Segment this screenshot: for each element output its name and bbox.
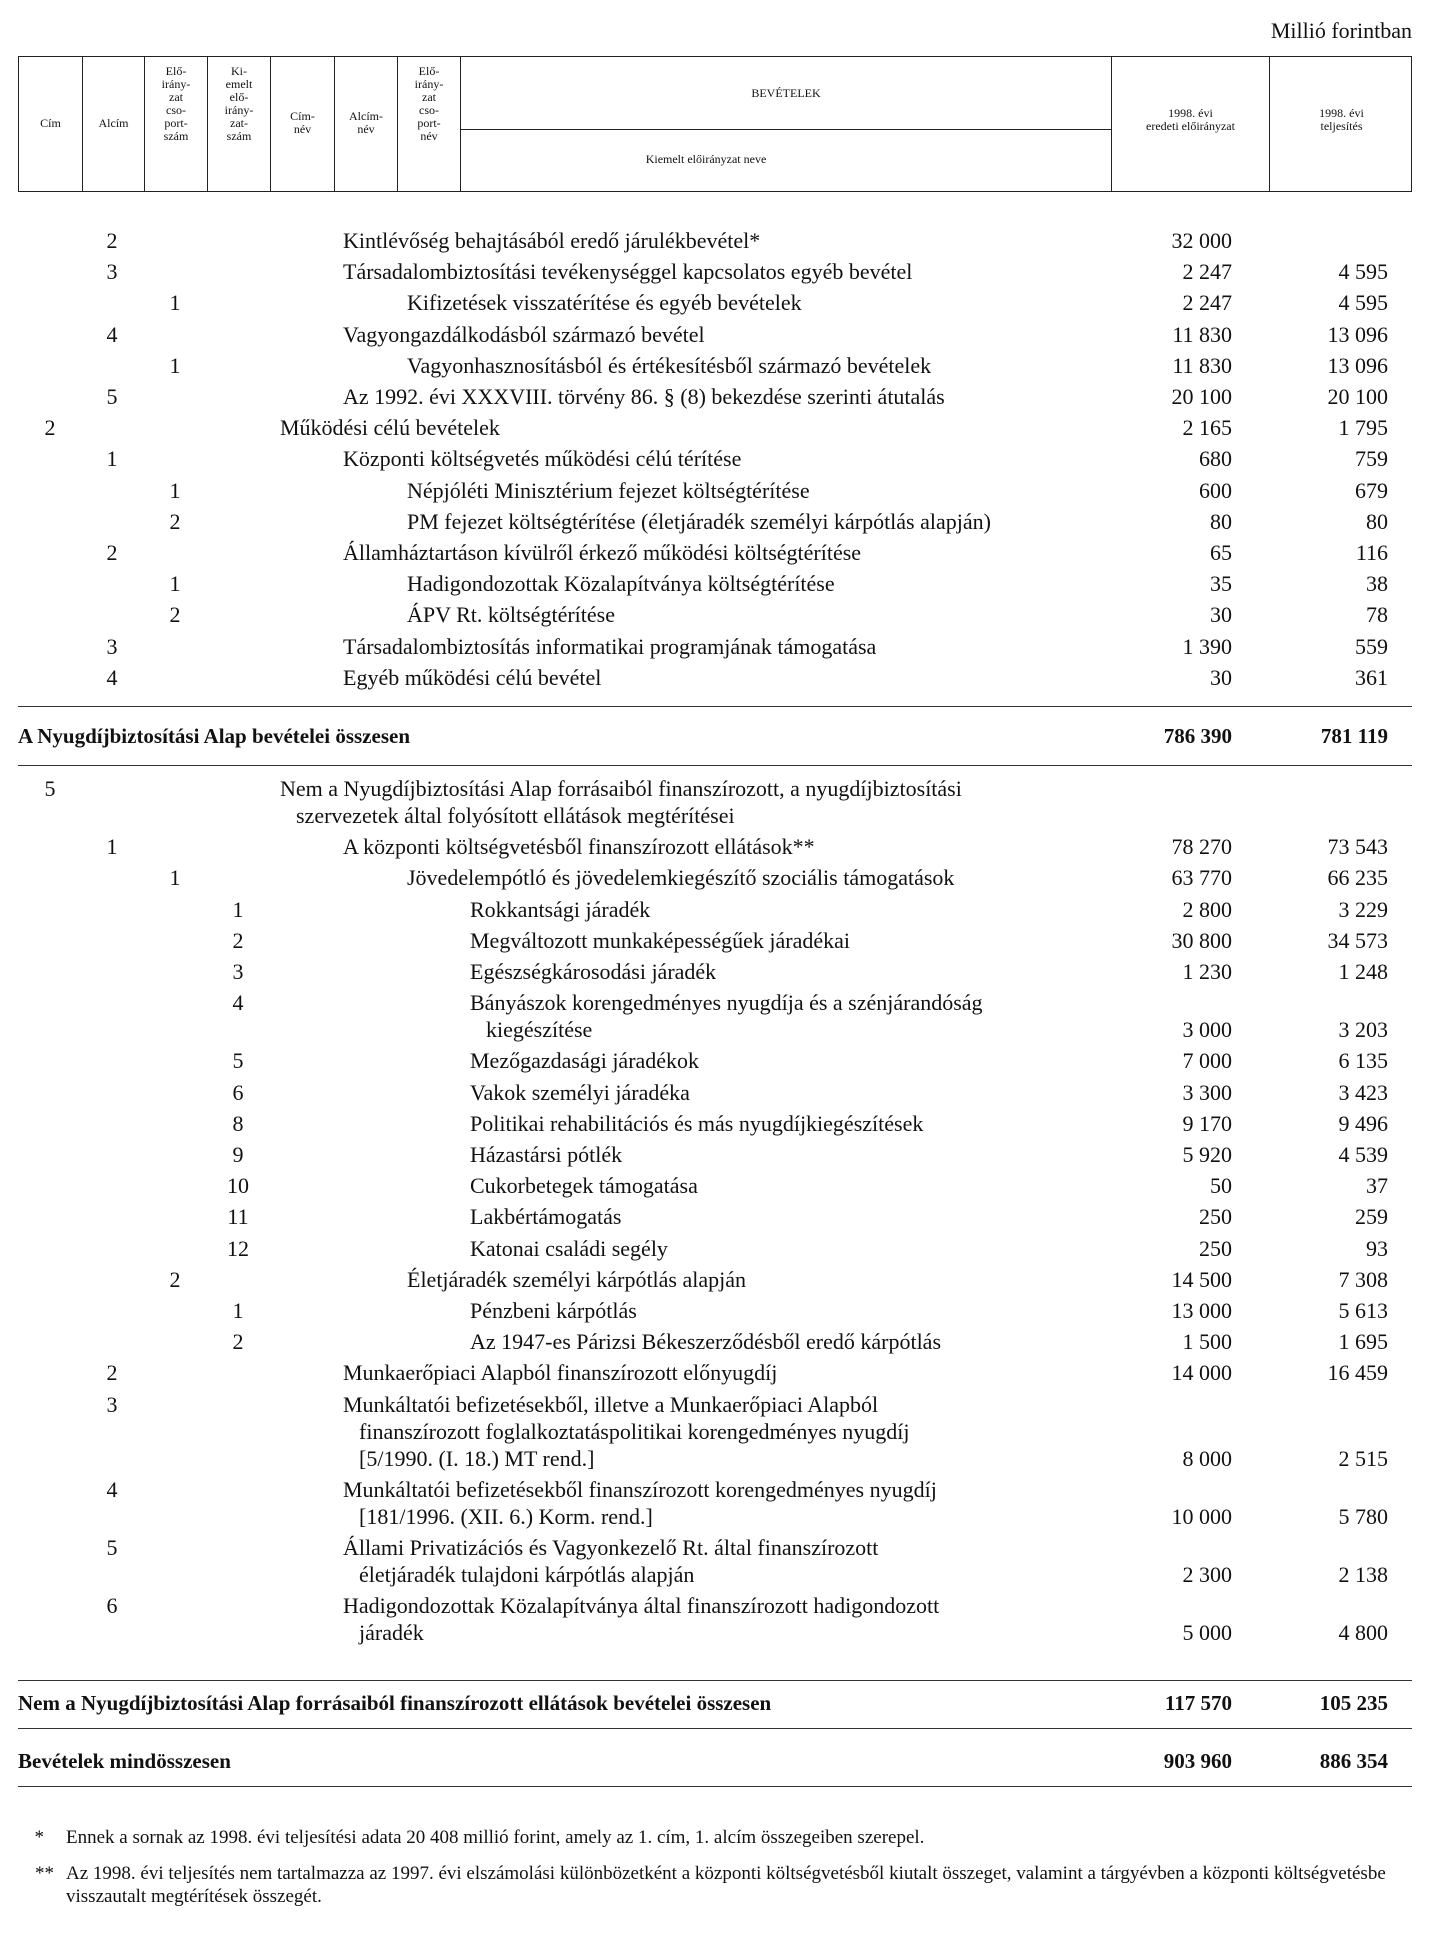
- row-label: A központi költségvetésből finanszírozott ellátások**: [343, 834, 815, 860]
- header-kiemelt: [208, 57, 271, 191]
- row-eredeti-value: 2 165: [1182, 415, 1232, 441]
- row-label: Hadigondozottak Közalapítványa által finanszírozott hadigondozott: [343, 1593, 940, 1619]
- header-cim: [19, 57, 83, 191]
- table-header: [18, 56, 1412, 192]
- row-code: 6: [232, 1079, 244, 1105]
- row-eredeti-value: 14 500: [1171, 1266, 1232, 1292]
- row-eredeti-value: 250: [1199, 1235, 1232, 1261]
- row-code: 2: [169, 508, 181, 534]
- row-label: Vakok személyi járadéka: [470, 1079, 690, 1105]
- row-code: 3: [106, 259, 118, 285]
- row-code: 5: [232, 1048, 244, 1074]
- separator-4: [18, 1728, 1412, 1729]
- total-nem-alap-eredeti: 117 570: [1164, 1691, 1232, 1715]
- row-code: 1: [232, 896, 244, 922]
- row-teljesites-value: 7 308: [1338, 1266, 1388, 1292]
- row-teljesites-value: 679: [1355, 477, 1388, 503]
- row-teljesites-value: 13 096: [1327, 352, 1388, 378]
- row-teljesites-value: 2 138: [1338, 1562, 1388, 1587]
- row-teljesites-value: 66 235: [1327, 865, 1388, 891]
- row-teljesites-value: 259: [1355, 1204, 1388, 1230]
- row-teljesites-value: 3 423: [1338, 1079, 1388, 1105]
- header-eloir-csop-stack: [145, 65, 207, 143]
- row-label: Egészségkárosodási járadék: [470, 959, 717, 984]
- total-mindosszesen-teljesites: 886 354: [1319, 1749, 1388, 1773]
- footnote-1-mark: *: [34, 1827, 44, 1848]
- row-label: Nem a Nyugdíjbiztosítási Alap forrásaiból finanszírozott, a nyugdíjbiztosítási: [280, 776, 962, 801]
- row-code: 2: [44, 415, 56, 441]
- row-code: 5: [44, 776, 56, 801]
- h-kiem-line: zat-: [230, 116, 248, 130]
- row-label: Megváltozott munkaképességűek járadékai: [470, 927, 850, 953]
- header-kiemelt-stack: [208, 65, 270, 143]
- header-alcimnev: [335, 57, 398, 191]
- row-eredeti-value: 63 770: [1171, 865, 1232, 891]
- row-code: 1: [232, 1298, 244, 1323]
- h-csopnev-line: port-: [417, 116, 441, 130]
- row-code: 2: [106, 1360, 118, 1386]
- h-csopnev-line: név: [420, 129, 438, 143]
- row-eredeti-value: 3 000: [1182, 1017, 1232, 1043]
- h-csopnev-line: irány-: [414, 77, 444, 91]
- row-label: Rokkantsági járadék: [470, 896, 651, 922]
- header-kiemelt-nev: Kiemelt előirányzat neve: [645, 152, 767, 166]
- row-label: Lakbértámogatás: [470, 1204, 622, 1230]
- row-code: 1: [169, 571, 181, 597]
- row-label: Bányászok korengedményes nyugdíja és a szénjárandóság: [470, 990, 983, 1016]
- row-code: 4: [232, 990, 244, 1016]
- row-eredeti-value: 35: [1210, 571, 1232, 597]
- row-eredeti-value: 3 300: [1182, 1079, 1232, 1105]
- footnote-2-mark: **: [35, 1863, 54, 1884]
- row-eredeti-value: 1 230: [1182, 959, 1232, 984]
- header-cim-label: Cím: [40, 116, 61, 130]
- row-eredeti-value: 2 247: [1182, 290, 1232, 316]
- row-code: 4: [106, 664, 118, 690]
- separator-3: [18, 1680, 1412, 1681]
- row-label: Munkáltatói befizetésekből, illetve a Munkaerőpiaci Alapból: [343, 1391, 879, 1417]
- row-label: Politikai rehabilitációs és más nyugdíjkiegészítések: [470, 1110, 924, 1136]
- total-alap-label: A Nyugdíjbiztosítási Alap bevételei összesen: [18, 724, 410, 748]
- row-label: Állami Privatizációs és Vagyonkezelő Rt. által finanszírozott: [343, 1535, 879, 1560]
- row-label: Pénzbeni kárpótlás: [470, 1298, 637, 1323]
- row-teljesites-value: 16 459: [1327, 1360, 1388, 1386]
- row-label: Munkaerőpiaci Alapból finanszírozott előnyugdíj: [343, 1360, 778, 1386]
- h-alcimnev-line: Alcím-: [349, 109, 383, 123]
- row-teljesites-value: 1 248: [1338, 959, 1388, 984]
- row-code: 2: [232, 927, 244, 953]
- h-csopnev-line: zat: [422, 90, 436, 104]
- h-csopnev-line: cso-: [419, 103, 439, 117]
- h-ered-line: 1998. évi: [1168, 106, 1213, 120]
- header-bevetelek: [461, 57, 1112, 191]
- h-cimnev-line: név: [293, 122, 312, 136]
- row-eredeti-value: 30: [1210, 602, 1232, 628]
- row-label: Az 1992. évi XXXVIII. törvény 86. § (8) bekezdése szerinti átutalás: [343, 384, 945, 409]
- row-eredeti-value: 600: [1199, 477, 1232, 503]
- row-teljesites-value: 34 573: [1327, 927, 1388, 953]
- h-kiem-line: szám: [226, 129, 252, 143]
- header-alcimnev-stack: [335, 110, 397, 136]
- row-label: [5/1990. (I. 18.) MT rend.]: [359, 1445, 595, 1471]
- row-label: Vagyongazdálkodásból származó bevétel: [343, 321, 705, 347]
- row-label: Működési célú bevételek: [280, 415, 500, 441]
- total-mindosszesen-eredeti: 903 960: [1163, 1749, 1232, 1773]
- header-eloir-csopnev: [398, 57, 461, 191]
- row-label: Vagyonhasznosításból és értékesítésből származó bevételek: [407, 352, 932, 378]
- row-eredeti-value: 11 830: [1172, 321, 1232, 347]
- h-kiem-line: elő-: [229, 90, 249, 104]
- header-bevetelek-label: BEVÉTELEK: [751, 86, 821, 100]
- row-code: 3: [106, 1391, 118, 1417]
- row-code: 2: [106, 228, 118, 253]
- row-code: 3: [232, 959, 244, 984]
- row-teljesites-value: 37: [1366, 1173, 1388, 1199]
- footnote-2-text: Az 1998. évi teljesítés nem tartalmazza az 1997. évi elszámolási különbözetként a központi költségvetésből kiutalt összeget, valamint a tárgyévben a központi költségvetésbe visszautalt megtérítések összegét.: [66, 1863, 1386, 1907]
- row-label: Cukorbetegek támogatása: [470, 1173, 698, 1199]
- row-teljesites-value: 4 539: [1338, 1142, 1388, 1167]
- header-teljesites: [1270, 57, 1413, 191]
- header-alcim: [83, 57, 145, 191]
- total-nem-alap-teljesites: 105 235: [1319, 1691, 1388, 1715]
- row-label: PM fejezet költségtérítése (életjáradék személyi kárpótlás alapján): [407, 508, 991, 534]
- header-cimnev: [271, 57, 335, 191]
- row-code: 1: [169, 352, 181, 378]
- row-eredeti-value: 9 170: [1182, 1110, 1232, 1136]
- row-code: 8: [232, 1110, 244, 1136]
- total-alap-teljesites: 781 119: [1320, 724, 1388, 748]
- row-label: [181/1996. (XII. 6.) Korm. rend.]: [359, 1503, 653, 1529]
- row-teljesites-value: 5 780: [1338, 1503, 1388, 1529]
- row-teljesites-value: 80: [1366, 508, 1388, 534]
- h-csop-line: port-: [164, 116, 188, 130]
- row-teljesites-value: 6 135: [1338, 1048, 1388, 1074]
- total-mindosszesen-label: Bevételek mindösszesen: [18, 1749, 231, 1773]
- row-label: Társadalombiztosítás informatikai programjának támogatása: [343, 633, 877, 659]
- row-label: életjáradék tulajdoni kárpótlás alapján: [359, 1562, 695, 1587]
- row-label: finanszírozott foglalkoztatáspolitikai korengedményes nyugdíj: [359, 1418, 910, 1444]
- row-code: 5: [106, 384, 118, 409]
- footnote-1-text: Ennek a sornak az 1998. évi teljesítési adata 20 408 millió forint, amely az 1. cím, 1. alcím összegeiben szerepel.: [66, 1827, 925, 1848]
- row-eredeti-value: 1 390: [1182, 633, 1232, 659]
- row-eredeti-value: 10 000: [1171, 1503, 1232, 1529]
- row-label: Az 1947-es Párizsi Békeszerződésből eredő kárpótlás: [470, 1329, 942, 1355]
- row-teljesites-value: 1 795: [1338, 415, 1388, 441]
- row-label: Katonai családi segély: [470, 1235, 668, 1261]
- row-label: járadék: [359, 1620, 424, 1646]
- row-code: 1: [106, 834, 118, 860]
- row-code: 1: [106, 446, 118, 472]
- row-label: Központi költségvetés működési célú térítése: [343, 446, 742, 472]
- row-code: 11: [227, 1204, 249, 1230]
- header-eloir-csop: [145, 57, 208, 191]
- row-teljesites-value: 559: [1355, 633, 1388, 659]
- row-label: ÁPV Rt. költségtérítése: [407, 602, 615, 628]
- row-eredeti-value: 32 000: [1171, 228, 1232, 253]
- row-label: Kintlévőség behajtásából eredő járulékbevétel*: [343, 228, 761, 253]
- row-code: 2: [232, 1329, 244, 1355]
- row-eredeti-value: 2 247: [1182, 259, 1232, 285]
- row-code: 6: [106, 1593, 118, 1619]
- row-code: 1: [169, 290, 181, 316]
- row-code: 4: [106, 1476, 118, 1502]
- row-label: kiegészítése: [486, 1017, 593, 1043]
- row-teljesites-value: 4 595: [1338, 290, 1388, 316]
- separator-1: [18, 706, 1412, 707]
- row-code: 10: [227, 1173, 249, 1199]
- header-eredeti-stack: [1112, 107, 1269, 133]
- unit-label: Millió forintban: [1270, 18, 1412, 43]
- row-eredeti-value: 2 800: [1182, 896, 1232, 922]
- row-teljesites-value: 361: [1355, 664, 1388, 690]
- row-eredeti-value: 7 000: [1182, 1048, 1232, 1074]
- row-eredeti-value: 5 920: [1182, 1142, 1232, 1167]
- row-label: Kifizetések visszatérítése és egyéb bevételek: [407, 290, 802, 316]
- row-code: 9: [232, 1142, 244, 1167]
- row-label: Munkáltatói befizetésekből finanszírozott korengedményes nyugdíj: [343, 1476, 937, 1502]
- row-eredeti-value: 5 000: [1182, 1620, 1232, 1646]
- row-teljesites-value: 78: [1366, 602, 1388, 628]
- row-label: Egyéb működési célú bevétel: [343, 664, 602, 690]
- row-label: Jövedelempótló és jövedelemkiegészítő szociális támogatások: [407, 865, 955, 891]
- row-eredeti-value: 2 300: [1182, 1562, 1232, 1587]
- row-teljesites-value: 116: [1355, 540, 1388, 565]
- row-teljesites-value: 3 229: [1338, 896, 1388, 922]
- row-teljesites-value: 4 800: [1338, 1620, 1388, 1646]
- row-code: 2: [169, 602, 181, 628]
- row-label: Hadigondozottak Közalapítványa költségtérítése: [407, 571, 835, 597]
- header-teljesites-stack: [1270, 107, 1413, 133]
- h-csop-line: irány-: [161, 77, 191, 91]
- row-eredeti-value: 11 830: [1172, 352, 1232, 378]
- header-cimnev-stack: [271, 110, 334, 136]
- row-teljesites-value: 13 096: [1327, 321, 1388, 347]
- row-code: 5: [106, 1535, 118, 1560]
- row-teljesites-value: 3 203: [1338, 1017, 1388, 1043]
- h-csop-line: szám: [163, 129, 189, 143]
- header-split-line: [461, 129, 1111, 130]
- row-teljesites-value: 5 613: [1338, 1298, 1388, 1323]
- row-eredeti-value: 50: [1210, 1173, 1232, 1199]
- h-ered-line: eredeti előirányzat: [1146, 119, 1235, 133]
- h-csopnev-line: Elő-: [418, 64, 440, 78]
- row-eredeti-value: 1 500: [1182, 1329, 1232, 1355]
- row-eredeti-value: 680: [1199, 446, 1232, 472]
- row-label: Népjóléti Minisztérium fejezet költségtérítése: [407, 477, 810, 503]
- row-teljesites-value: 759: [1355, 446, 1388, 472]
- header-alcim-label: Alcím: [98, 116, 129, 130]
- header-eloir-csopnev-stack: [398, 65, 460, 143]
- row-code: 2: [169, 1266, 181, 1292]
- row-label: Házastársi pótlék: [470, 1142, 623, 1167]
- header-eredeti: [1112, 57, 1270, 191]
- row-eredeti-value: 30 800: [1171, 927, 1232, 953]
- total-alap-eredeti: 786 390: [1163, 724, 1232, 748]
- row-eredeti-value: 65: [1210, 540, 1232, 565]
- row-eredeti-value: 80: [1210, 508, 1232, 534]
- h-kiem-line: irány-: [224, 103, 254, 117]
- separator-5: [18, 1786, 1412, 1787]
- row-eredeti-value: 13 000: [1171, 1298, 1232, 1323]
- row-code: 4: [106, 321, 118, 347]
- h-csop-line: zat: [169, 90, 183, 104]
- row-label: Államháztartáson kívülről érkező működési költségtérítése: [343, 540, 862, 565]
- row-teljesites-value: 38: [1366, 571, 1388, 597]
- row-code: 1: [169, 477, 181, 503]
- row-teljesites-value: 73 543: [1327, 834, 1388, 860]
- row-eredeti-value: 30: [1210, 664, 1232, 690]
- row-code: 12: [227, 1235, 249, 1261]
- total-nem-alap-label: Nem a Nyugdíjbiztosítási Alap forrásaiból finanszírozott ellátások bevételei összesen: [18, 1691, 772, 1715]
- h-csop-line: cso-: [166, 103, 186, 117]
- h-csop-line: Elő-: [165, 64, 187, 78]
- row-eredeti-value: 250: [1199, 1204, 1232, 1230]
- h-cimnev-line: Cím-: [290, 109, 315, 123]
- h-telj-line: teljesítés: [1320, 119, 1363, 133]
- row-eredeti-value: 14 000: [1171, 1360, 1232, 1386]
- row-teljesites-value: 2 515: [1338, 1445, 1388, 1471]
- row-teljesites-value: 20 100: [1327, 384, 1388, 409]
- h-alcimnev-line: név: [357, 122, 375, 136]
- row-teljesites-value: 4 595: [1338, 259, 1388, 285]
- row-code: 2: [106, 540, 118, 565]
- row-eredeti-value: 8 000: [1182, 1445, 1232, 1471]
- row-teljesites-value: 1 695: [1338, 1329, 1388, 1355]
- row-label: szervezetek által folyósított ellátások megtérítései: [296, 803, 735, 828]
- separator-2: [18, 765, 1412, 766]
- row-label: Társadalombiztosítási tevékenységgel kapcsolatos egyéb bevétel: [343, 259, 913, 285]
- row-eredeti-value: 78 270: [1171, 834, 1232, 860]
- row-eredeti-value: 20 100: [1171, 384, 1232, 409]
- h-kiem-line: Ki-: [231, 64, 247, 78]
- row-label: Mezőgazdasági járadékok: [470, 1048, 700, 1074]
- h-telj-line: 1998. évi: [1319, 106, 1364, 120]
- row-code: 1: [169, 865, 181, 891]
- row-label: Életjáradék személyi kárpótlás alapján: [407, 1266, 747, 1292]
- row-teljesites-value: 9 496: [1338, 1110, 1388, 1136]
- row-code: 3: [106, 633, 118, 659]
- row-teljesites-value: 93: [1366, 1235, 1388, 1261]
- h-kiem-line: emelt: [225, 77, 253, 91]
